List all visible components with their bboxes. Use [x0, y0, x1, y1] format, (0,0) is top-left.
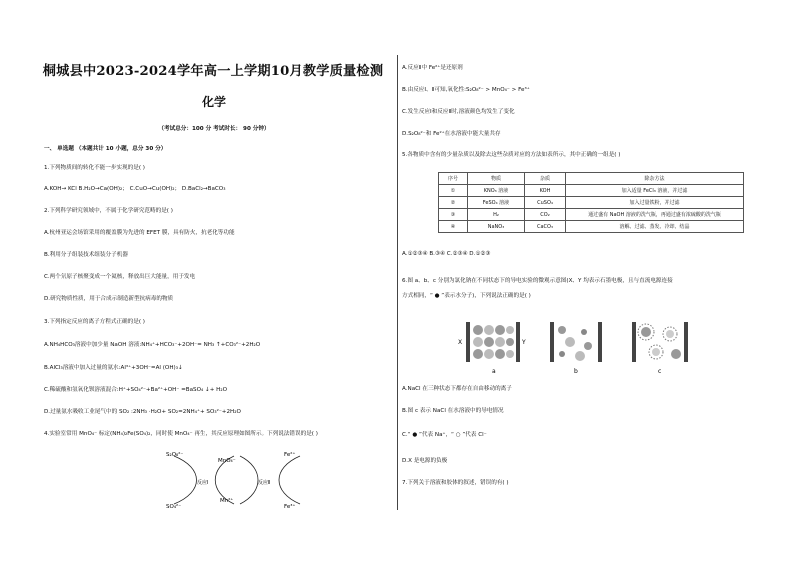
table-cell: ② — [439, 197, 468, 209]
question-3-option-d: D.过量氨水吸收工业尾气中的 SO₂ :2NH₃ ·H₂O+ SO₂=2NH₄⁺+ SO₃²⁻+2H₂O — [44, 409, 241, 415]
table-cell: ④ — [439, 221, 468, 233]
panel-a-label: a — [492, 368, 496, 375]
table-cell: KOH — [525, 185, 566, 197]
table-row — [439, 185, 744, 197]
panel-a — [458, 322, 526, 375]
table-cell: CaCO₃ — [525, 221, 566, 233]
exam-subject: 化学 — [201, 95, 226, 109]
table-row — [439, 197, 744, 209]
reaction-1-label: 反应Ⅰ — [197, 480, 209, 486]
table-header: 杂质 — [525, 173, 566, 185]
exam-meta: （考试总分：100 分 考试时长： 90 分钟） — [158, 126, 270, 132]
fe3-label: Fe³⁺ — [284, 504, 296, 510]
question-4-option-c: C.发生反应Ⅰ和反应Ⅱ时,溶液颜色均发生了变化 — [402, 109, 515, 115]
table-cell: 加入过量铁粉，并过滤 — [566, 197, 744, 209]
table-header: 除杂方法 — [566, 173, 744, 185]
nacl-conduction-diagram — [458, 316, 708, 376]
question-3: 3.下列指定反应的离子方程式正确的是( ) — [44, 319, 145, 325]
exam-title: 桐城县中2023-2024学年高一上学期10月教学质量检测 — [42, 64, 384, 79]
question-2-option-c: C.两个氘原子核聚变成一个氦核，释放出巨大能量，用于发电 — [44, 274, 196, 280]
mn2-label: Mn²⁺ — [220, 498, 234, 504]
question-7: 7.下列关于溶液和胶体的叙述，错误的有( ) — [402, 480, 509, 486]
table-cell: CuSO₄ — [525, 197, 566, 209]
table-cell: 通过盛有 NaOH 溶液的洗气瓶，再通过盛有浓硫酸的洗气瓶 — [566, 209, 744, 221]
electrode-x-label: X — [458, 339, 463, 346]
table-header: 序号 — [439, 173, 468, 185]
question-5: 5.各物质中含有的少量杂质以及除去这些杂质对应的方法如表所示，其中正确的一组是( ) — [402, 152, 621, 158]
mno4-label: MnO₄⁻ — [218, 458, 236, 464]
so4-label: SO₄²⁻ — [166, 504, 182, 510]
question-2-option-d: D.研究物质性质，用于合成示制造新型抗病毒的物质 — [44, 296, 174, 302]
panel-b — [550, 322, 602, 375]
table-row — [439, 209, 744, 221]
panel-c-label: c — [658, 368, 662, 375]
question-4-option-b: B.由反应Ⅰ、Ⅱ可知,氧化性:S₂O₈²⁻ > MnO₄⁻ > Fe³⁺ — [402, 87, 530, 93]
electrode-y-label: Y — [522, 339, 526, 346]
table-cell: NaNO₃ — [468, 221, 525, 233]
question-5-options: A.①②③④ B.③④ C.②③④ D.①②③ — [402, 251, 491, 257]
question-3-option-b: B.AlCl₃溶液中加入过量的氨水:Al³⁺+3OH⁻=Al (OH)₃↓ — [44, 365, 183, 371]
panel-b-label: b — [574, 368, 578, 375]
left-column — [42, 60, 384, 510]
column-divider — [397, 55, 398, 510]
fe2-label: Fe²⁺ — [284, 452, 296, 458]
question-1-options: A.KOH→ KCl B.H₂O→Ca(OH)₂； C.CuO→Cu(OH)₂； D.BaCl₂→BaCO₃ — [44, 186, 226, 192]
question-6-line-2: 方式相同，“ ● ”表示水分子)，下列说法正确的是( ) — [402, 293, 531, 299]
question-6-option-a: A.NaCl 在三种状态下都存在自由移动的离子 — [402, 386, 512, 392]
table-cell: FeSO₄ 溶液 — [468, 197, 525, 209]
question-6-option-d: D.X 是电源的负极 — [402, 458, 448, 464]
table-row — [439, 221, 744, 233]
s2o8-label: S₂O₈²⁻ — [166, 452, 184, 458]
reaction-2-label: 反应Ⅱ — [258, 480, 271, 486]
question-6-line-1: 6.图 a、b、c 分别为氯化钠在不同状态下的导电实验的微观示意图(X、Y 均表示石墨电极，且与直流电源连接 — [402, 278, 673, 284]
question-6-option-c: C.“ ● ”代表 Na⁺，“ ○ ”代表 Cl⁻ — [402, 432, 487, 438]
table-cell: ③ — [439, 209, 468, 221]
question-3-option-a: A.NH₄HCO₃溶液中加少量 NaOH 溶液:NH₄⁺+HCO₃⁻+2OH⁻= NH₃ ↑+CO₃²⁻+2H₂O — [44, 342, 261, 348]
table-cell: ① — [439, 185, 468, 197]
reaction-cycle-diagram — [164, 448, 304, 510]
question-4-option-d: D.S₂O₈²⁻和 Fe²⁺在水溶液中能大量共存 — [402, 131, 501, 137]
table-cell: 加入适量 FeCl₃ 溶液，并过滤 — [566, 185, 744, 197]
question-3-option-c: C.稀硫酸和氢氧化钡溶液混合:H⁺+SO₄²⁻+Ba²⁺+OH⁻ =BaSO₄ ↓+ H₂O — [44, 387, 228, 393]
table-header-row — [439, 173, 744, 185]
question-2-option-a: A.杭州亚运会场馆采用的覆盖膜为先进的 EFET 膜，具有防火，抗老化等功能 — [44, 230, 235, 236]
question-2-option-b: B.利用分子组装技术组装分子机器 — [44, 252, 128, 258]
question-6-option-b: B.图 c 表示 NaCl 在水溶液中的导电情况 — [402, 408, 504, 414]
table-cell: 溶解、过滤、蒸发、冷却、结晶 — [566, 221, 744, 233]
table-header: 物质 — [468, 173, 525, 185]
question-1: 1.下列物质间的转化不能一步实现的是( ) — [44, 165, 145, 171]
question-4-option-a: A.反应Ⅱ中 Fe²⁺是还原剂 — [402, 65, 463, 71]
panel-c — [632, 322, 688, 375]
table-cell: KNO₃ 溶液 — [468, 185, 525, 197]
question-4: 4.实验室常用 MnO₄⁻ 标定(NH₄)₂Fe(SO₄)₂，同时使 MnO₄⁻ 再生，其反应原理如图所示。下列说法错误的是( ) — [44, 431, 318, 437]
question-2: 2.下列科学研究领域中，不属于化学研究范畴的是( ) — [44, 208, 173, 214]
table-cell: H₂ — [468, 209, 525, 221]
table-cell: CO₂ — [525, 209, 566, 221]
impurity-table — [438, 172, 744, 233]
section-heading: 一、 单选题 （本题共计 10 小题，总分 30 分） — [44, 146, 167, 152]
